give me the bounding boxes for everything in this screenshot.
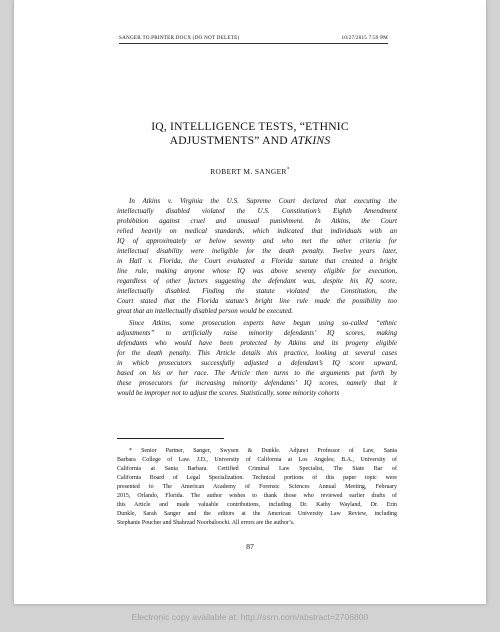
title-line-1: IQ, INTELLIGENCE TESTS, “ETHNIC [151,120,349,133]
title-line-2-roman: ADJUSTMENTS” AND [169,134,291,147]
footnote-line: 2015, Orlando, Florida. The author wishes to thank those who reviewed earlier drafts of [117,493,397,499]
abstract-p1-line: intellectually disabled violated the U.S. Constitution’s Eighth Amendment [117,207,397,215]
footnote-line: this Article and made valuable contributions, including Dr. Kathy Wayland, Dr. Erin [117,502,397,508]
abstract-p1-line: intellectually disabled. Finding the statute violated the Constitution, the [117,287,397,295]
document-page [14,0,486,604]
footnote-line: Dunkle, Sarah Sanger and the editors at the American University Law Review, including [117,511,397,517]
abstract-paragraph-1 [117,196,397,316]
header-timestamp: 10/27/2015 7:59 PM [341,35,388,41]
abstract-p2-line: for the death penalty. This Article details this practice, looking at several cases [117,349,397,357]
article-title [104,120,396,148]
abstract-p2-line: based on his or her race. The Article then turns to the arguments put forth by [117,369,397,377]
author-name: ROBERT M. SANGER [210,167,287,176]
abstract-p1-line: In Atkins v. Virginia the U.S. Supreme Court declared that executing the [129,197,397,205]
footnote-line: California at Santa Barbara. Certified Criminal Law Specialist, The State Bar of [117,466,397,472]
abstract-p2-line: in which prosecutors successfully adjusted a defendant’s IQ score upward, [117,359,397,367]
page-number: 87 [246,542,254,551]
footnote-line: Stephanie Poucher and Shahrzad Noorbaloochi. All errors are the author’s. [117,520,295,526]
footnote-line: Barbara College of Law. J.D., University of California at Los Angeles; B.A., University of [117,457,397,463]
abstract-p2-line: adjustments” to artificially raise minority defendants’ IQ scores, making [117,329,397,337]
abstract-p2-line: would be improper not to adjust the scores. Statistically, some minority cohorts [117,389,340,397]
abstract-p1-line: Court stated that the Florida statute’s bright line rule made the possibility too [117,297,397,305]
running-header [119,33,388,43]
header-rule [119,43,388,44]
author-footnote [117,447,397,528]
abstract-p2-line: these prosecutors for increasing minority defendants’ IQ scores, namely that it [117,379,397,387]
abstract-p2-line: defendants who would have been protected by Atkins and its progeny eligible [117,339,397,347]
footnote-line: presented to The American Academy of Forensic Sciences Annual Meeting, February [117,484,397,490]
abstract-p1-line: in Hall v. Florida, the Court evaluated a Florida statute that created a bright [117,257,397,265]
abstract-paragraph-2 [117,318,397,398]
title-line-2 [104,134,396,148]
abstract-p1-line: line rule, making anyone whose IQ was above seventy eligible for execution, [117,267,397,275]
footnote-line: * Senior Partner, Sanger, Swysen & Dunkle. Adjunct Professor of Law, Santa [129,448,397,454]
title-line-2-italic: ATKINS [290,134,331,147]
header-filename: SANGER.TO.PRINTER.DOCX (DO NOT DELETE) [119,35,240,41]
footnote-separator [117,438,224,439]
abstract-p2-line: Since Atkins, some prosecution experts have begun using so-called “ethnic [129,319,397,327]
abstract-p1-line: intellectual disability were ineligible for the death penalty. Twelve years later, [117,247,397,255]
abstract-p1-line: prohibition against cruel and unusual punishment. In Atkins, the Court [117,217,397,225]
abstract-p1-line: regardless of other factors suggesting the defendant was, despite his IQ score, [117,277,397,285]
ssrn-watermark: Electronic copy available at: http://ssrn.com/abstract=2706800 [131,612,369,622]
author-byline [104,167,396,176]
abstract-p1-line: relied heavily on medical standards, which indicated that individuals with an [117,227,397,235]
footnote-line: California Board of Legal Specialization. Technical portions of this paper topic were [117,475,397,481]
abstract-p1-line: IQ of approximately or below seventy and who met the other criteria for [117,237,397,245]
author-footnote-marker: * [286,167,290,173]
abstract-p1-line: great that an intellectually disabled person would be executed. [117,307,294,315]
